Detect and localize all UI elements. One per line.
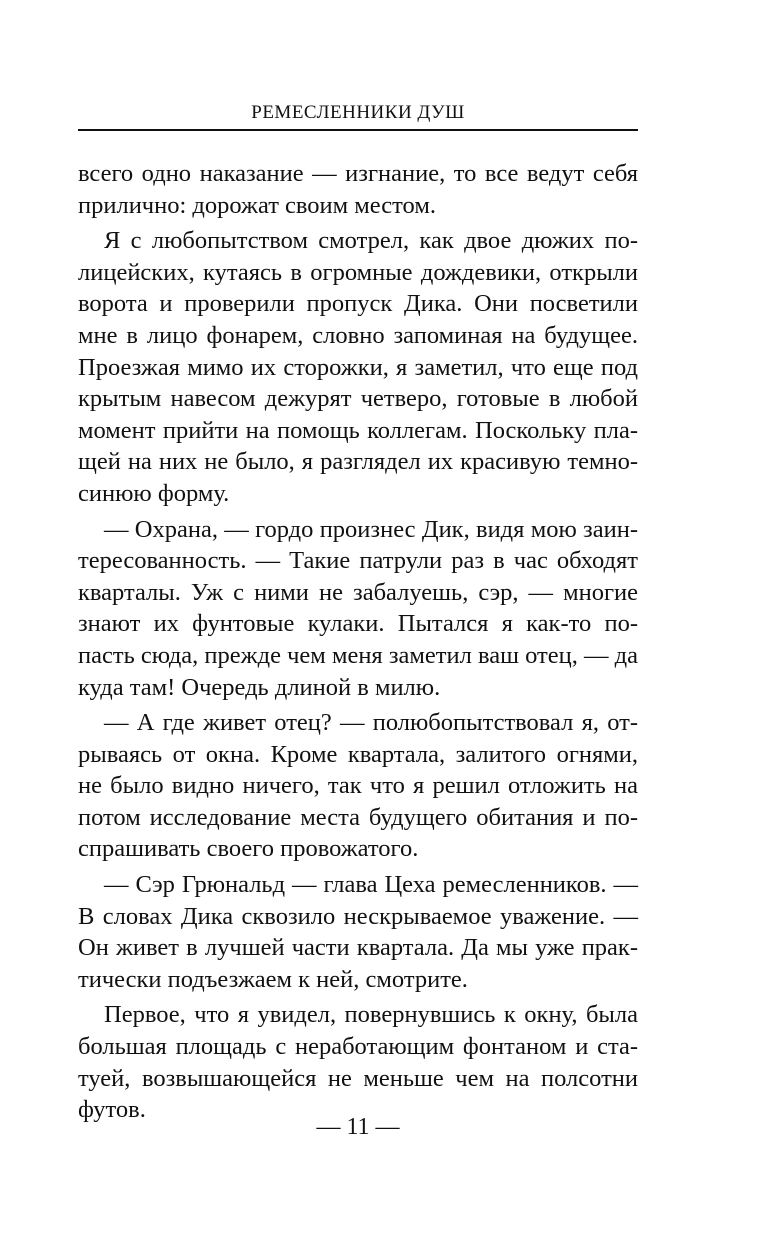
paragraph [78,869,638,995]
text-line: щей на них не было, я разглядел их красивую темно- [78,448,638,476]
text-line: тически подъезжаем к ней, смотрите. [78,965,468,993]
text-line: Первое, что я увидел, повернувшись к окну, была [104,1001,638,1029]
text-line: куда там! Очередь длиной в милю. [78,673,441,701]
text-line: футов. [78,1096,146,1124]
text-line: прилично: дорожат своим местом. [78,191,436,219]
text-line: кварталы. Уж с ними не забалуешь, сэр, — многие [78,578,638,606]
text-line: тересованность. — Такие патрули раз в час обходят [78,547,638,575]
text-line: не было видно ничего, так что я решил отложить на [78,772,638,800]
text-line: Он живет в лучшей части квартала. Да мы уже прак- [78,934,638,962]
text-line: — Сэр Грюнальд — глава Цеха ремесленников. — [104,871,638,899]
text-line: момент прийти на помощь коллегам. Поскольку пла- [78,416,638,444]
text-line: Я с любопытством смотрел, как двое дюжих по- [104,227,638,255]
body-text [78,158,638,1126]
page-number: — 11 — [316,1114,400,1140]
running-head: РЕМЕСЛЕННИКИ ДУШ [251,102,465,123]
text-line: Проезжая мимо их сторожки, я заметил, что еще под [78,353,638,381]
text-line: лицейских, кутаясь в огромные дождевики, открыли [78,258,638,286]
text-line: потом исследование места будущего обитания и по- [78,803,638,831]
paragraph [78,999,638,1125]
text-line: пасть сюда, прежде чем меня заметил ваш отец, — да [78,641,638,669]
header-rule [78,129,638,131]
text-line: В словах Дика сквозило нескрываемое уважение. — [78,902,638,930]
text-line: всего одно наказание — изгнание, то все ведут себя [78,160,638,187]
text-line: — А где живет отец? — полюбопытствовал я, от- [104,709,638,737]
paragraph [78,158,638,221]
text-line: рываясь от окна. Кроме квартала, залитого огнями, [78,740,638,768]
text-line: синюю форму. [78,479,230,507]
text-line: крытым навесом дежурят четверо, готовые в любой [78,385,638,413]
text-line: — Охрана, — гордо произнес Дик, видя мою заин- [104,515,638,543]
paragraph [78,707,638,865]
text-line: спрашивать своего провожатого. [78,835,419,863]
text-line: ворота и проверили пропуск Дика. Они посветили [78,290,638,318]
text-line: большая площадь с неработающим фонтаном и ста- [78,1033,638,1061]
paragraph [78,225,638,509]
text-line: мне в лицо фонарем, словно запоминая на будущее. [78,321,638,349]
text-line: знают их фунтовые кулаки. Пытался я как-то по- [78,610,638,638]
text-line: туей, возвышающейся не меньше чем на полсотни [78,1064,638,1092]
paragraph [78,514,638,704]
